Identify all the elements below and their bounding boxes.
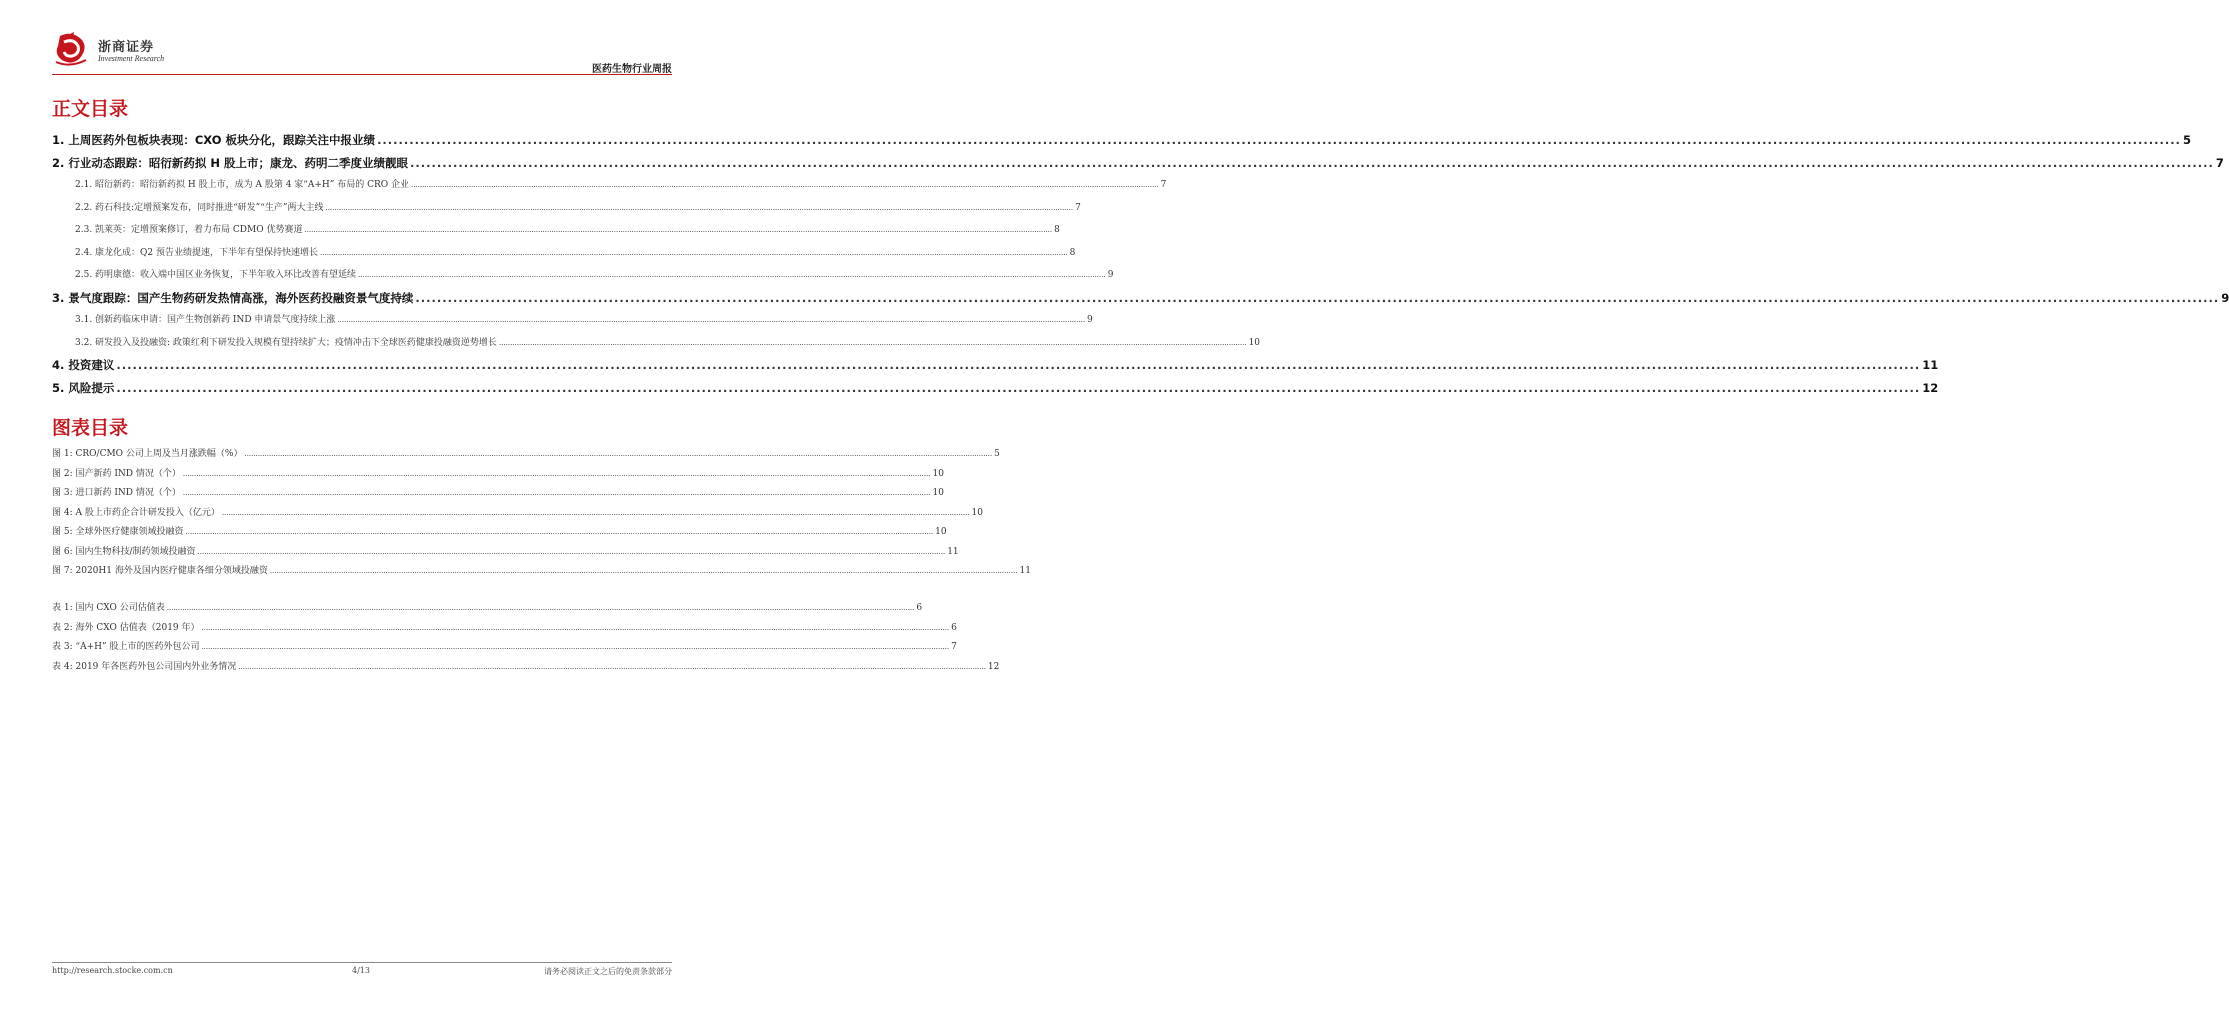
toc-list bbox=[52, 132, 2229, 402]
table-entry[interactable]: 表 4: 2019 年各医药外包公司国内外业务情况 ..... 12 bbox=[52, 659, 672, 679]
toc-entry[interactable]: 4. 投资建议 ..... 11 bbox=[52, 357, 672, 380]
figure-entry[interactable]: 图 1: CRO/CMO 公司上周及当月涨跌幅（%） ..... 5 bbox=[52, 446, 672, 466]
toc-entry[interactable]: 1. 上周医药外包板块表现：CXO 板块分化，跟踪关注中报业绩 ..... 5 bbox=[52, 132, 672, 155]
page-number: 4/13 bbox=[352, 966, 370, 975]
toc-entry[interactable]: 3.2. 研发投入及投融资: 政策红利下研发投入规模有望持续扩大；疫情冲击下全球医药健康投融资逆势增长 ..... 10 bbox=[52, 335, 672, 358]
toc-entry[interactable]: 2.3. 凯莱英：定增预案修订，着力布局 CDMO 优势赛道 ..... 8 bbox=[52, 222, 672, 245]
table-entry[interactable]: 表 3: “A+H” 股上市的医药外包公司 ..... 7 bbox=[52, 639, 672, 659]
toc-entry[interactable]: 5. 风险提示 ..... 12 bbox=[52, 380, 672, 403]
figure-list bbox=[52, 446, 1031, 583]
toc-entry[interactable]: 3. 景气度跟踪：国产生物药研发热情高涨，海外医药投融资景气度持续 ..... 9 bbox=[52, 290, 672, 313]
footer-disclaimer: 请务必阅读正文之后的免责条款部分 bbox=[544, 967, 672, 976]
toc-title: 正文目录 bbox=[52, 98, 129, 120]
figure-entry[interactable]: 图 3: 进口新药 IND 情况（个） ..... 10 bbox=[52, 485, 672, 505]
table-entry[interactable]: 表 1: 国内 CXO 公司估值表 ..... 6 bbox=[52, 600, 672, 620]
header-divider bbox=[52, 74, 672, 75]
figure-entry[interactable]: 图 7: 2020H1 海外及国内医疗健康各细分领域投融资 ..... 11 bbox=[52, 563, 672, 583]
page-header bbox=[52, 30, 672, 76]
toc-entry[interactable]: 2.2. 药石科技:定增预案发布，同时推进“研发”“生产”两大主线 ..... 7 bbox=[52, 200, 672, 223]
zheshang-logo-icon bbox=[52, 32, 92, 68]
figures-title: 图表目录 bbox=[52, 417, 129, 439]
toc-entry[interactable]: 2.5. 药明康德：收入端中国区业务恢复，下半年收入环比改善有望延续 ..... 9 bbox=[52, 267, 672, 290]
table-entry[interactable]: 表 2: 海外 CXO 估值表（2019 年） ..... 6 bbox=[52, 620, 672, 640]
footer-divider bbox=[52, 962, 672, 963]
table-list bbox=[52, 600, 1000, 678]
figure-entry[interactable]: 图 2: 国产新药 IND 情况（个） ..... 10 bbox=[52, 466, 672, 486]
figure-entry[interactable]: 图 4: A 股上市药企合计研发投入（亿元） ..... 10 bbox=[52, 505, 672, 525]
toc-entry[interactable]: 2.4. 康龙化成：Q2 预告业绩提速，下半年有望保持快速增长 ..... 8 bbox=[52, 245, 672, 268]
brand-subtitle: Investment Research bbox=[98, 54, 165, 63]
toc-entry[interactable]: 3.1. 创新药临床申请：国产生物创新药 IND 申请景气度持续上涨 ..... 9 bbox=[52, 312, 672, 335]
figure-entry[interactable]: 图 6: 国内生物科技/制药领域投融资 ..... 11 bbox=[52, 544, 672, 564]
footer-url[interactable]: http://research.stocke.com.cn bbox=[52, 966, 173, 975]
toc-entry[interactable]: 2.1. 昭衍新药：昭衍新药拟 H 股上市，成为 A 股第 4 家“A+H” 布局的 CRO 企业 ..... 7 bbox=[52, 177, 672, 200]
brand-name: 浙商证券 bbox=[98, 40, 155, 55]
figure-entry[interactable]: 图 5: 全球外医疗健康领域投融资 ..... 10 bbox=[52, 524, 672, 544]
toc-entry[interactable]: 2. 行业动态跟踪：昭衍新药拟 H 股上市；康龙、药明二季度业绩靓眼 ..... 7 bbox=[52, 155, 672, 178]
report-type: 医药生物行业周报 bbox=[592, 64, 672, 75]
